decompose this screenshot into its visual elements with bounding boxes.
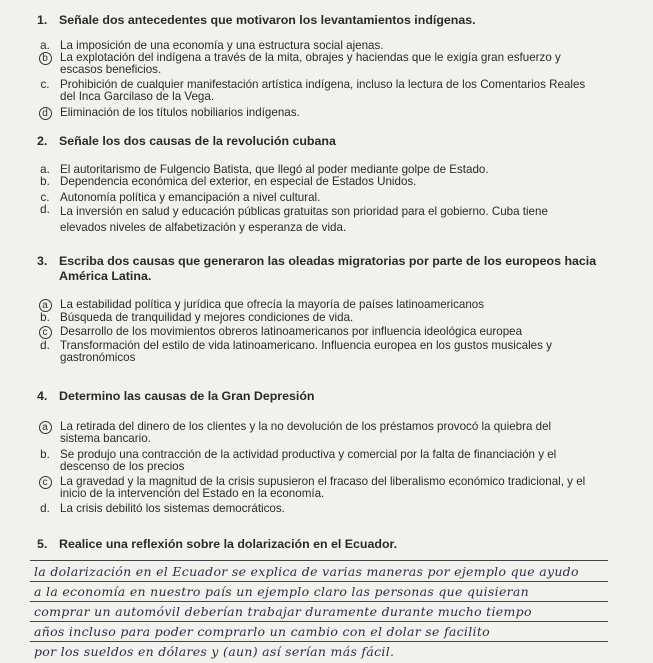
q3-option-a: a La estabilidad política y jurídica que ofrecía la mayoría de países latinoamericanos	[60, 299, 484, 311]
ruled-line	[30, 581, 608, 582]
handwritten-line: comprar un automóvil deberían trabajar duramente durante mucho tiempo	[34, 604, 532, 619]
ruled-line	[30, 641, 608, 642]
handwritten-line: a la economía en nuestro país un ejemplo claro las personas que quisieran	[34, 584, 530, 599]
ruled-line	[30, 621, 608, 622]
q3-option-d: d. Transformación del estilo de vida latinoamericano. Influencia europea en los gustos musicales y gastronómicos	[40, 339, 552, 364]
ruled-line	[30, 601, 608, 602]
selected-answer-circle: a	[39, 299, 52, 312]
question-1-title: 1. Señale dos antecedentes que motivaron los levantamientos indígenas.	[37, 13, 476, 27]
question-4-title: 4. Determino las causas de la Gran Depresión	[37, 389, 315, 403]
q1-option-a: a. La imposición de una economía y una estructura social ajenas.	[40, 39, 384, 52]
q1-option-b: b La explotación del indígena a través de la mita, obrajes y haciendas que le exigía gran esfuerzo y escasos beneficios.	[60, 52, 561, 76]
q4-option-d: d. La crisis debilitó los sistemas democráticos.	[40, 502, 285, 515]
q3-option-c: c Desarrollo de los movimientos obreros latinoamericanos por influencia ideológica europea	[60, 326, 522, 338]
q4-option-b: b. Se produjo una contracción de la actividad productiva y comercial por la falta de financiación y el descenso de los precios	[40, 448, 557, 473]
q2-option-c: c. Autonomía política y emancipación a nivel cultural.	[40, 191, 321, 204]
q1-option-d: d Eliminación de los títulos nobiliarios indígenas.	[60, 107, 300, 119]
question-5-title: 5. Realice una reflexión sobre la dolarización en el Ecuador.	[37, 537, 398, 551]
q4-option-a: a La retirada del dinero de los clientes y la no devolución de los préstamos provocó la quiebra del sistema bancario.	[60, 421, 551, 445]
question-3-title: 3. Escriba dos causas que generaron las oleadas migratorias por parte de los europeos hacia América Latina.	[37, 254, 597, 283]
handwritten-line: la dolarización en el Ecuador se explica de varias maneras por ejemplo que ayudo	[34, 564, 579, 579]
selected-answer-circle: a	[39, 421, 52, 434]
selected-answer-circle: c	[39, 326, 52, 339]
q1-option-c: c. Prohibición de cualquier manifestación artística indígena, incluso la lectura de los Comentarios Reales del Inca Garcilaso de la Vega.	[40, 78, 586, 103]
handwritten-answer-area[interactable]	[30, 560, 608, 663]
handwritten-line: por los sueldos en dólares y (aun) así serían más fácil.	[34, 644, 395, 659]
q2-option-d: d. La inversión en salud y educación públicas gratuitas son prioridad para el gobierno. Cuba tiene elevados niveles de alfabetización y esperanza de vida.	[40, 203, 548, 234]
handwritten-line: años incluso para poder comprarlo un cambio con el dolar se facilito	[34, 624, 490, 639]
question-2-title: 2. Señale los dos causas de la revolución cubana	[37, 134, 336, 148]
selected-answer-circle: b	[39, 52, 52, 65]
q2-option-a: a. El autoritarismo de Fulgencio Batista, que llegó al poder mediante golpe de Estado.	[40, 163, 489, 176]
q2-option-b: b. Dependencia económica del exterior, en especial de Estados Unidos.	[40, 175, 417, 188]
q4-option-c: c La gravedad y la magnitud de la crisis supusieron el fracaso del liberalismo económico tradicional, y el inicio de la intervención del Estado en la economía.	[60, 476, 585, 500]
selected-answer-circle: c	[39, 476, 52, 489]
ruled-line	[30, 560, 608, 561]
selected-answer-circle: d	[39, 107, 52, 120]
q3-option-b: b. Búsqueda de tranquilidad y mejores condiciones de vida.	[40, 311, 354, 324]
